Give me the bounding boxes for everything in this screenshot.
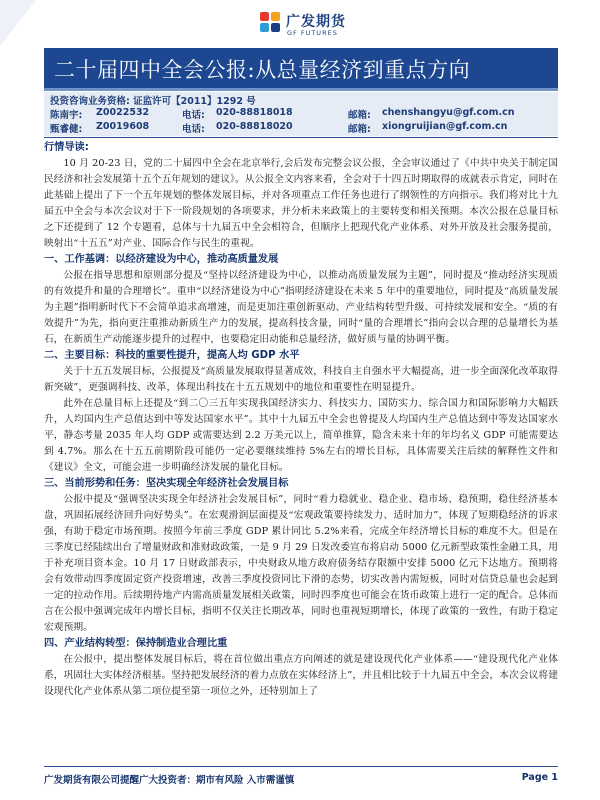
analyst-phone: 020-88818018 — [216, 107, 293, 118]
analyst-phone: 020-88818020 — [216, 121, 293, 132]
section-paragraph: 关于十五五发展目标，公报提及“高质量发展取得显著成效，科技自主自强水平大幅提高，进一步全面深化改革取得新突破”，更强调科技、改革，体现出科技在十五五规划中的地位和重要性在明显提升。 — [44, 366, 558, 393]
page-corner-decoration — [0, 0, 36, 800]
section-paragraph: 公报中提及“强调坚决实现全年经济社会发展目标”，同时“着力稳就业、稳企业、稳市场、稳预期，稳住经济基本盘，巩固拓展经济回升向好势头”。在宏观滑润层面提及“宏观政策要持续发力、适时加力”，体现了短期稳经济的诉求强，有助于稳定市场预期。按照今年前三季度 GDP 累计同比 5.2%来看，完成全年经济增长目标的难度不大。但是在三季度已经陆续出台了增量财政和准财政政策，一是 9 月 29 日发改委宣布将启动 5000 亿元新型政策性金融工具，用于补充项目资本金。10 月 17 日财政部表示，中央财政从地方政府债务结存限额中安排 5000 亿元下达地方。预期将会有效带动四季度固定资产投资增速，改善三季度投资同比下滑的态势，切实改善内需短板，同时对信贷总量也会起到一定的拉动作用。后续期待地产内需高质量发展相关政策，同时四季度也可能会在货币政策上进行一定的配合。总体而言在公报中强调完成年内增长目标，指明不仅关注长期改革，同时也重视短期增长，体现了政策的一致性，有助于稳定宏观预期。 — [44, 494, 558, 633]
intro-paragraph: 10 月 20-23 日，党的二十届四中全会在北京举行,会后发布完整会议公报，全会审议通过了《中共中央关于制定国民经济和社会发展第十五个五年规划的建议》。从公报全文内容来看，全会对于十四五时期取得的成就表示肯定，同时在此基础上提出了下一个五年规划的整体发展目标，并对各项重点工作任务也进行了纲领性的方向指示。我们将对比十九届五中全会与本次会议对于下一阶段规划的各项要求，并分析未来政策上的主要转变和相关预期。本次公报在总量目标之下还提到了 12 个专题看，总体与十九届五中全会相符合，但顺序上把现代化产业体系、对外开放及社会服务提前，映射出“十五五”对产业、国际合作与民生的重视。 — [44, 158, 558, 249]
logo-text-cn: 广发期货 — [286, 14, 346, 30]
section-heading: 三、当前形势和任务：坚决实现全年经济社会发展目标 — [44, 478, 289, 489]
company-logo — [260, 8, 350, 44]
phone-label: 电话: — [182, 124, 205, 135]
section-heading: 一、工作基调：以经济建设为中心，推动高质量发展 — [44, 254, 279, 265]
header-divider — [44, 137, 558, 138]
analyst-row — [50, 121, 558, 135]
analyst-name: 陈南宇: — [50, 110, 83, 121]
email-label: 邮箱: — [348, 110, 371, 121]
email-label: 邮箱: — [348, 124, 371, 135]
title-banner — [44, 48, 558, 91]
report-title: 二十届四中全会公报:从总量经济到重点方向 — [54, 58, 471, 82]
report-body — [44, 140, 558, 700]
analyst-email[interactable]: chenshangyu@gf.com.cn — [382, 107, 515, 118]
section-heading: 四、产业结构转型：保持制造业合理比重 — [44, 638, 228, 649]
phone-label: 电话: — [182, 110, 205, 121]
section-paragraph: 在公报中，提出整体发展目标后，将在首位做出重点方向阐述的就是建设现代化产业体系——“建设现代化产业体系，巩固壮大实体经济根基。坚持把发展经济的着力点放在实体经济上”，并且相比较于十九届五中全会，本次会议将建设现代化产业体系从第二项位提至第一项位之外，还特别加上了 — [44, 654, 558, 697]
analyst-row — [50, 107, 558, 121]
logo-mark-icon — [260, 12, 282, 34]
license-line: 投资咨询业务资格: 证监许可【2011】1292 号 — [50, 96, 256, 107]
section-paragraph: 公报在指导思想和原则部分提及“坚持以经济建设为中心，以推动高质量发展为主题”，同时提及“推动经济实现质的有效提升和量的合理增长”。重申“以经济建设为中心”指明经济建设在未来 5 年中的重要地位，同时提及“高质量发展为主题”指明新时代下不会简单追求高增速，而是更加注重创新驱动、产业结构转型升级、可持续发展和安全。“质的有效提升”为先，指向更注重推动新质生产力的发展，提高科技含量，同时“量的合理增长”指向会以合理的总量增长为基石，在新质生产动能逐步提升的过程中，也要稳定旧动能和总量经济，做好质与量的协调平衡。 — [44, 270, 558, 345]
analyst-email[interactable]: xiongruijian@gf.com.cn — [382, 121, 508, 132]
section-paragraph: 此外在总量目标上还提及“到二〇三五年实现我国经济实力、科技实力、国防实力、综合国力和国际影响力大幅跃升，人均国内生产总值达到中等发达国家水平”。其中十九届五中全会也曾提及人均国内生产总值达到中等发达国家水平，静态考量 2035 年人均 GDP 或需要达到 2.2 万美元以上，简单推算，隐含未来十年的年均名义 GDP 可能需要达到 4.7%。那么在十五五前期阶段可能仍一定必要继续维持 5%左右的增长目标，具体需要关注后续的解释性文件和《建议》全文，可能会进一步明确经济发展的量化目标。 — [44, 398, 558, 473]
page-number: Page 1 — [521, 772, 558, 783]
section-heading: 二、主要目标：科技的重要性提升，提高人均 GDP 水平 — [44, 350, 300, 361]
analyst-id: Z0019608 — [96, 121, 150, 132]
logo-text-en: GF FUTURES — [287, 29, 338, 37]
page-footer — [44, 766, 558, 789]
guide-heading: 行情导读: — [44, 142, 89, 153]
risk-disclaimer: 广发期货有限公司提醒广大投资者：期市有风险 入市需谨慎 — [44, 775, 295, 786]
analyst-id: Z0022532 — [96, 107, 150, 118]
analyst-name: 甄睿健: — [50, 124, 83, 135]
analyst-contact-block — [44, 92, 558, 136]
